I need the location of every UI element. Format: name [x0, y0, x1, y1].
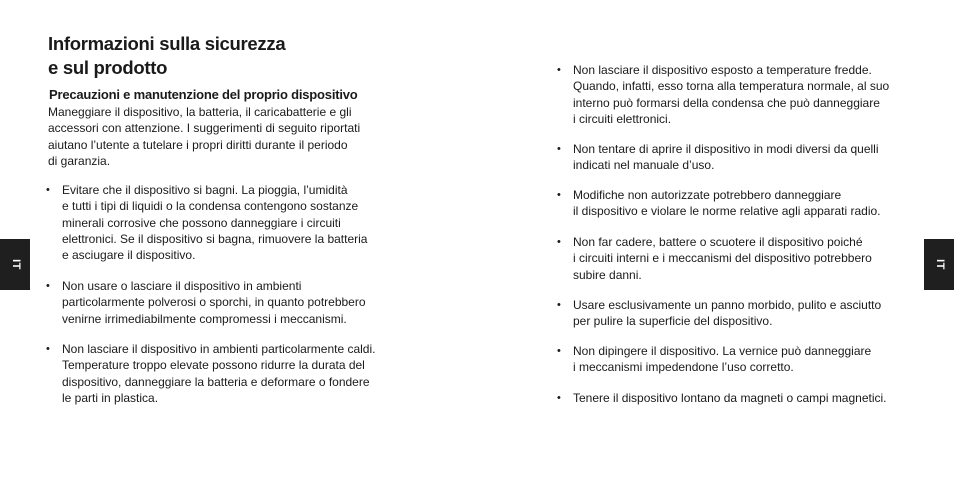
- precaution-line: Non lasciare il dispositivo esposto a temperature fredde.: [573, 63, 872, 77]
- language-tab-right: [924, 239, 954, 290]
- precaution-line: Non tentare di aprire il dispositivo in modi diversi da quelli: [573, 142, 879, 156]
- precaution-line: indicati nel manuale d’uso.: [573, 158, 715, 173]
- precaution-line: e asciugare il dispositivo.: [62, 248, 196, 263]
- language-tab-label: IT: [933, 259, 946, 270]
- precaution-line: dispositivo, danneggiare la batteria e deformare o fondere: [62, 374, 370, 389]
- precaution-item: [573, 390, 887, 406]
- language-tab-left: [0, 239, 30, 290]
- precaution-line: Quando, infatti, esso torna alla temperatura normale, al suo: [573, 79, 890, 94]
- precaution-line: Usare esclusivamente un panno morbido, pulito e asciutto: [573, 298, 882, 312]
- bullet-icon: •: [557, 299, 561, 311]
- precaution-line: minerali corrosive che possono danneggiare i circuiti: [62, 215, 341, 230]
- precaution-line: Evitare che il dispositivo si bagni. La pioggia, l’umidità: [62, 183, 348, 197]
- page-title-line: e sul prodotto: [48, 57, 168, 78]
- bullet-icon: •: [557, 143, 561, 155]
- precaution-item: [573, 297, 881, 330]
- bullet-icon: •: [557, 345, 561, 357]
- intro-line: accessori con attenzione. I suggerimenti di seguito riportati: [48, 121, 361, 136]
- bullet-icon: •: [46, 343, 50, 355]
- bullet-icon: •: [557, 64, 561, 76]
- bullet-icon: •: [557, 392, 561, 404]
- precaution-item: [573, 141, 878, 174]
- intro-line: Maneggiare il dispositivo, la batteria, il caricabatterie e gli: [48, 105, 352, 119]
- precaution-line: i circuiti elettronici.: [573, 111, 672, 126]
- precaution-line: interno può formarsi della condensa che può danneggiare: [573, 95, 880, 110]
- precaution-line: le parti in plastica.: [62, 390, 159, 405]
- intro-line: di garanzia.: [48, 153, 111, 168]
- section-heading: Precauzioni e manutenzione del proprio dispositivo: [49, 87, 358, 102]
- page-title: [48, 32, 285, 80]
- precaution-item: [62, 278, 366, 327]
- precaution-item: [573, 234, 872, 283]
- precaution-line: i meccanismi impedendone l’uso corretto.: [573, 360, 794, 375]
- bullet-icon: •: [557, 189, 561, 201]
- precaution-item: [62, 182, 367, 263]
- precaution-item: [573, 62, 889, 127]
- precaution-line: Non lasciare il dispositivo in ambienti particolarmente caldi.: [62, 342, 376, 356]
- precaution-line: Non dipingere il dispositivo. La vernice può danneggiare: [573, 344, 872, 358]
- precaution-line: per pulire la superficie del dispositivo.: [573, 314, 773, 329]
- intro-paragraph: [48, 104, 360, 169]
- precaution-item: [62, 341, 375, 406]
- precaution-item: [573, 187, 881, 220]
- bullet-icon: •: [46, 280, 50, 292]
- precaution-line: i circuiti interni e i meccanismi del dispositivo potrebbero: [573, 251, 872, 266]
- intro-line: aiutano l’utente a tutelare i propri diritti durante il periodo: [48, 137, 348, 152]
- bullet-icon: •: [557, 236, 561, 248]
- precaution-line: e tutti i tipi di liquidi o la condensa contengono sostanze: [62, 199, 359, 214]
- precaution-line: subire danni.: [573, 267, 642, 282]
- precaution-line: il dispositivo e violare le norme relative agli apparati radio.: [573, 204, 881, 219]
- precaution-line: Modifiche non autorizzate potrebbero danneggiare: [573, 188, 842, 202]
- precaution-line: elettronici. Se il dispositivo si bagna, rimuovere la batteria: [62, 231, 368, 246]
- precaution-line: particolarmente polverosi o sporchi, in quanto potrebbero: [62, 295, 366, 310]
- precaution-item: [573, 343, 871, 376]
- language-tab-label: IT: [9, 259, 22, 270]
- precaution-line: Temperature troppo elevate possono ridurre la durata del: [62, 358, 365, 373]
- precaution-line: venirne irrimediabilmente compromessi i meccanismi.: [62, 311, 347, 326]
- precaution-line: Tenere il dispositivo lontano da magneti o campi magnetici.: [573, 391, 887, 405]
- precaution-line: Non usare o lasciare il dispositivo in ambienti: [62, 279, 302, 293]
- page-title-line: Informazioni sulla sicurezza: [48, 33, 286, 54]
- bullet-icon: •: [46, 184, 50, 196]
- precaution-line: Non far cadere, battere o scuotere il dispositivo poiché: [573, 235, 863, 249]
